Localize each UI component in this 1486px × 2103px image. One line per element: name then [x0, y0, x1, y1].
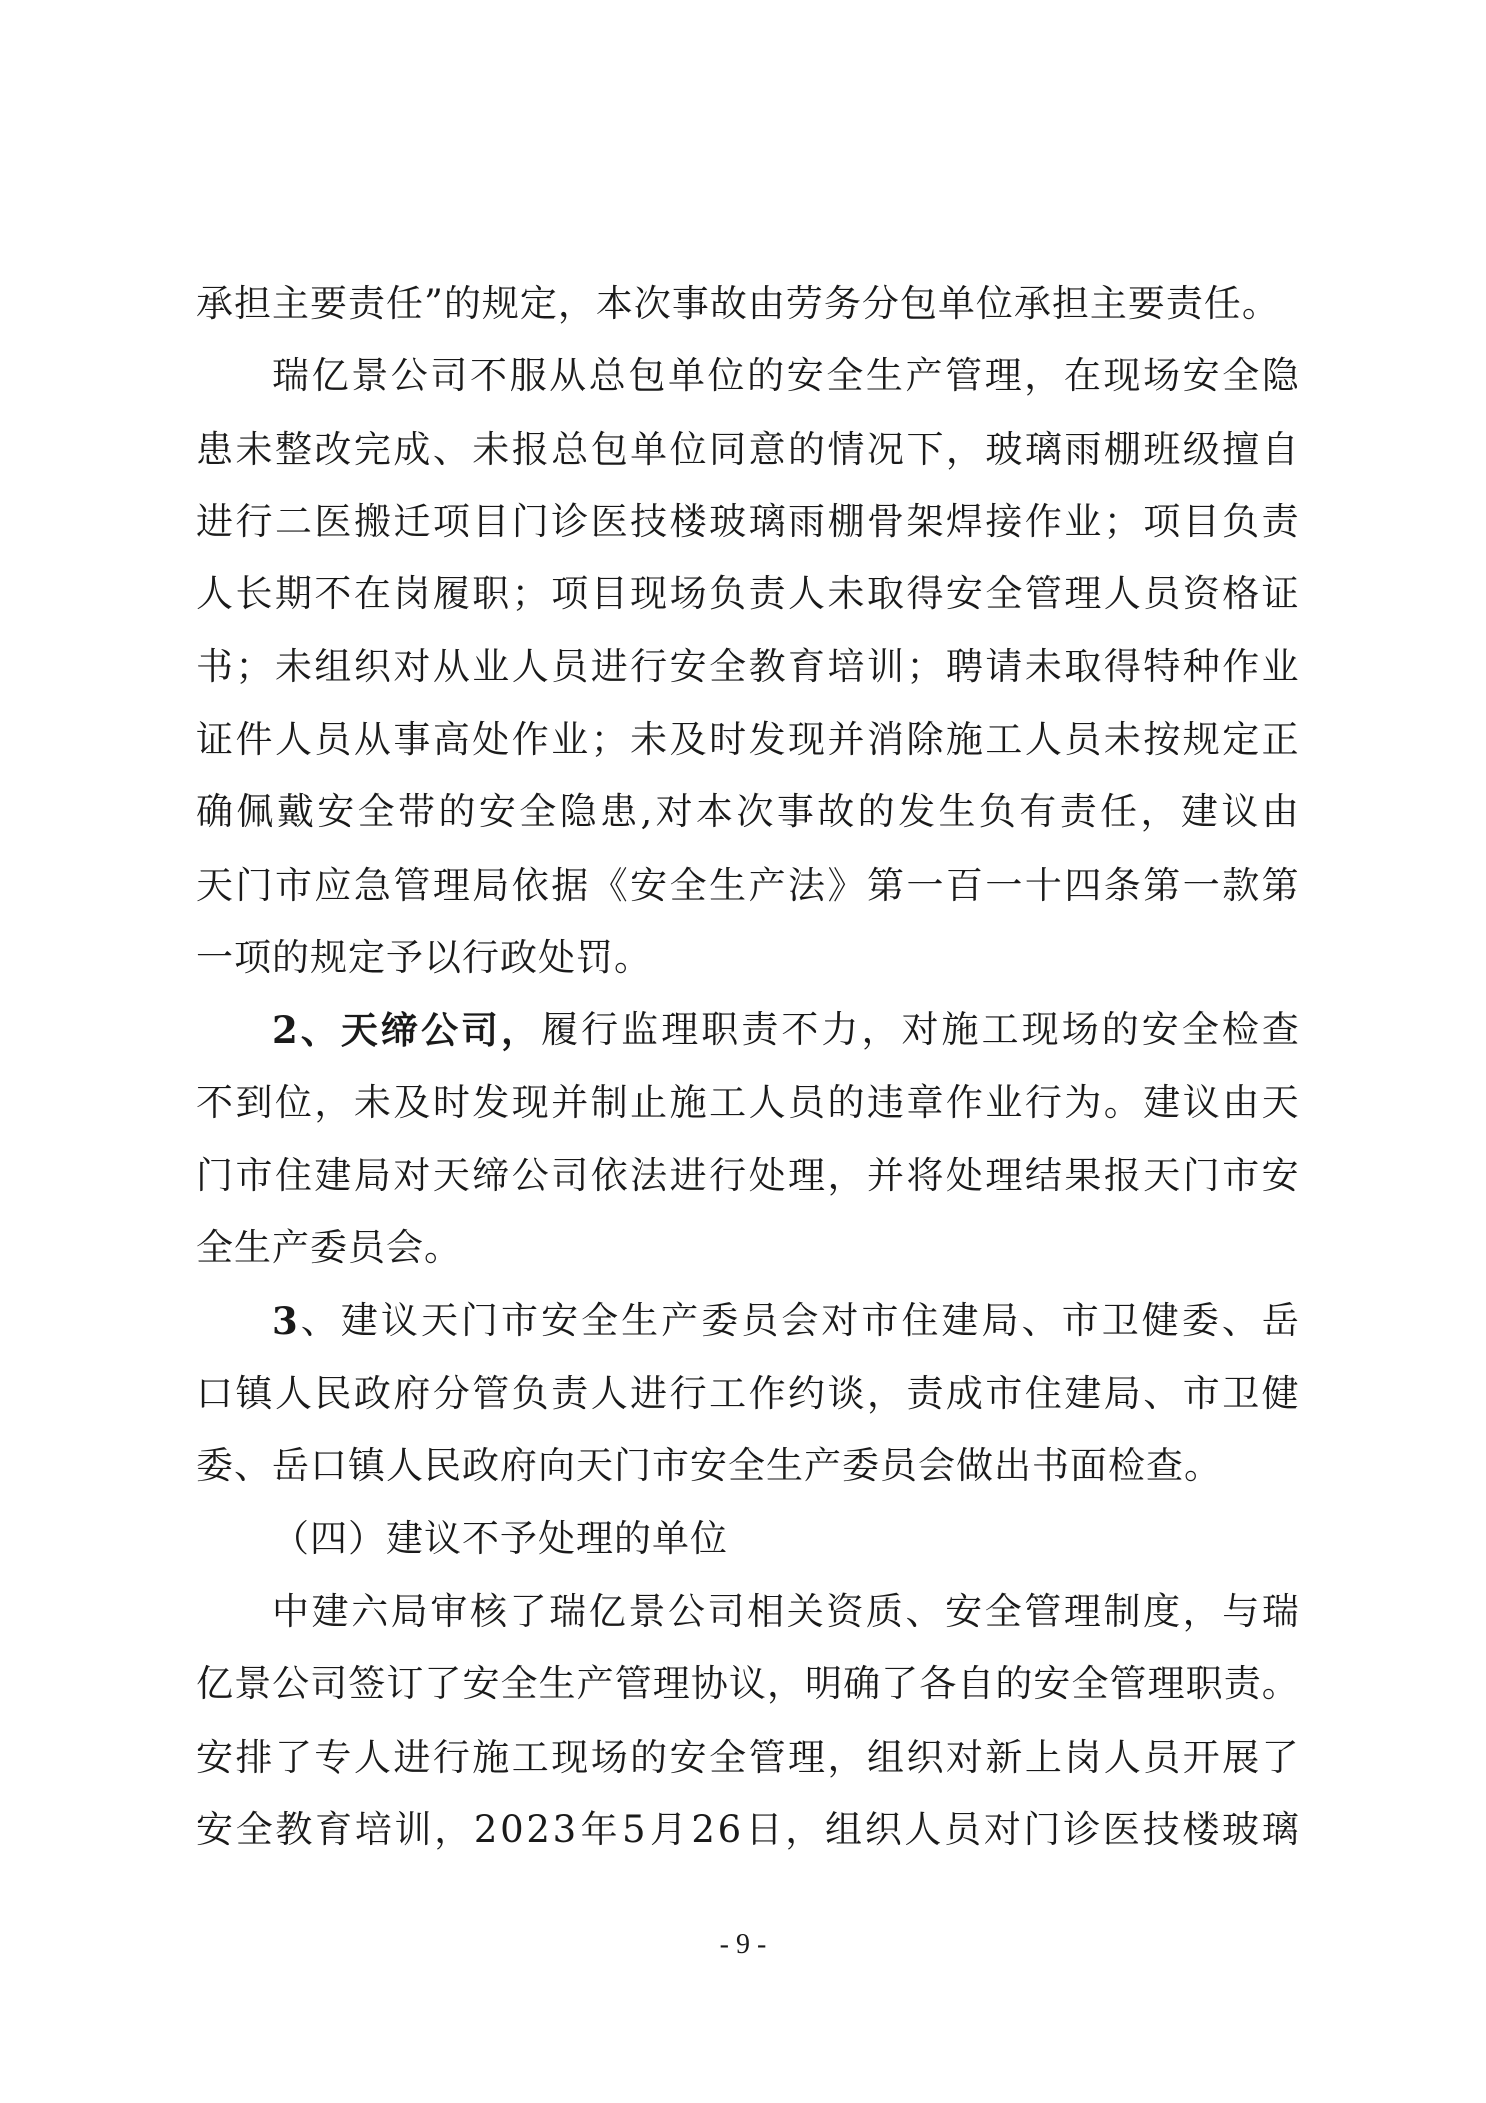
text-line: 患 未 整 改 完 成 、 未 报 总 包 单 位 同 意 的 情 况 下 ， 玻 璃 雨 棚 班 级 擅 自: [196, 428, 1300, 471]
text-line: 安 全 教 育 培 训 ， 2 0 2 3 年 5 月 2 6 日 ， 组 织 人 员 对 门 诊 医 技 楼 玻 璃: [196, 1808, 1300, 1851]
text-line: 门 市 住 建 局 对 天 缔 公 司 依 法 进 行 处 理 ， 并 将 处 理 结 果 报 天 门 市 安: [196, 1154, 1300, 1197]
text-line: 书 ； 未 组 织 对 从 业 人 员 进 行 安 全 教 育 培 训 ； 聘 请 未 取 得 特 种 作 业: [196, 645, 1300, 688]
text-line: 人 长 期 不 在 岗 履 职 ； 项 目 现 场 负 责 人 未 取 得 安 全 管 理 人 员 资 格 证: [196, 572, 1300, 615]
text-line: 中 建 六 局 审 核 了 瑞 亿 景 公 司 相 关 资 质 、 安 全 管 理 制 度 ， 与 瑞: [272, 1590, 1300, 1633]
text-line: 承担主要责任”的规定，本次事故由劳务分包单位承担主要责任。: [196, 282, 1280, 325]
text-line: 瑞 亿 景 公 司 不 服 从 总 包 单 位 的 安 全 生 产 管 理 ， 在 现 场 安 全 隐: [272, 354, 1300, 397]
text-line: 确 佩 戴 安 全 带 的 安 全 隐 患 , 对 本 次 事 故 的 发 生 负 有 责 任 ， 建 议 由: [196, 790, 1300, 833]
text-line: 安 排 了 专 人 进 行 施 工 现 场 的 安 全 管 理 ， 组 织 对 新 上 岗 人 员 开 展 了: [196, 1736, 1300, 1779]
page-number: - 9 -: [719, 1929, 767, 1960]
text-line: 证 件 人 员 从 事 高 处 作 业 ； 未 及 时 发 现 并 消 除 施 工 人 员 未 按 规 定 正: [196, 718, 1300, 761]
text-line: 天 门 市 应 急 管 理 局 依 据 《 安 全 生 产 法 》 第 一 百 一 十 四 条 第 一 款 第: [196, 864, 1300, 907]
text-line: 全生产委员会。: [196, 1226, 462, 1269]
text-line: 口 镇 人 民 政 府 分 管 负 责 人 进 行 工 作 约 谈 ， 责 成 市 住 建 局 、 市 卫 健: [196, 1372, 1300, 1415]
text-line: 一项的规定予以行政处罚。: [196, 936, 652, 979]
text-line: 3 、 建 议 天 门 市 安 全 生 产 委 员 会 对 市 住 建 局 、 市 卫 健 委 、 岳: [272, 1299, 1300, 1343]
text-line: 2 、 天 缔 公 司 ， 履 行 监 理 职 责 不 力 ， 对 施 工 现 场 的 安 全 检 查: [272, 1008, 1300, 1052]
text-line: 进 行 二 医 搬 迁 项 目 门 诊 医 技 楼 玻 璃 雨 棚 骨 架 焊 接 作 业 ； 项 目 负 责: [196, 500, 1300, 543]
text-line: （四）建议不予处理的单位: [272, 1517, 728, 1560]
text-line: 亿 景 公 司 签 订 了 安 全 生 产 管 理 协 议 ， 明 确 了 各 自 的 安 全 管 理 职 责 。: [196, 1662, 1300, 1705]
text-line: 委、岳口镇人民政府向天门市安全生产委员会做出书面检查。: [196, 1444, 1222, 1487]
text-line: 不 到 位 ， 未 及 时 发 现 并 制 止 施 工 人 员 的 违 章 作 业 行 为 。 建 议 由 天: [196, 1081, 1300, 1124]
